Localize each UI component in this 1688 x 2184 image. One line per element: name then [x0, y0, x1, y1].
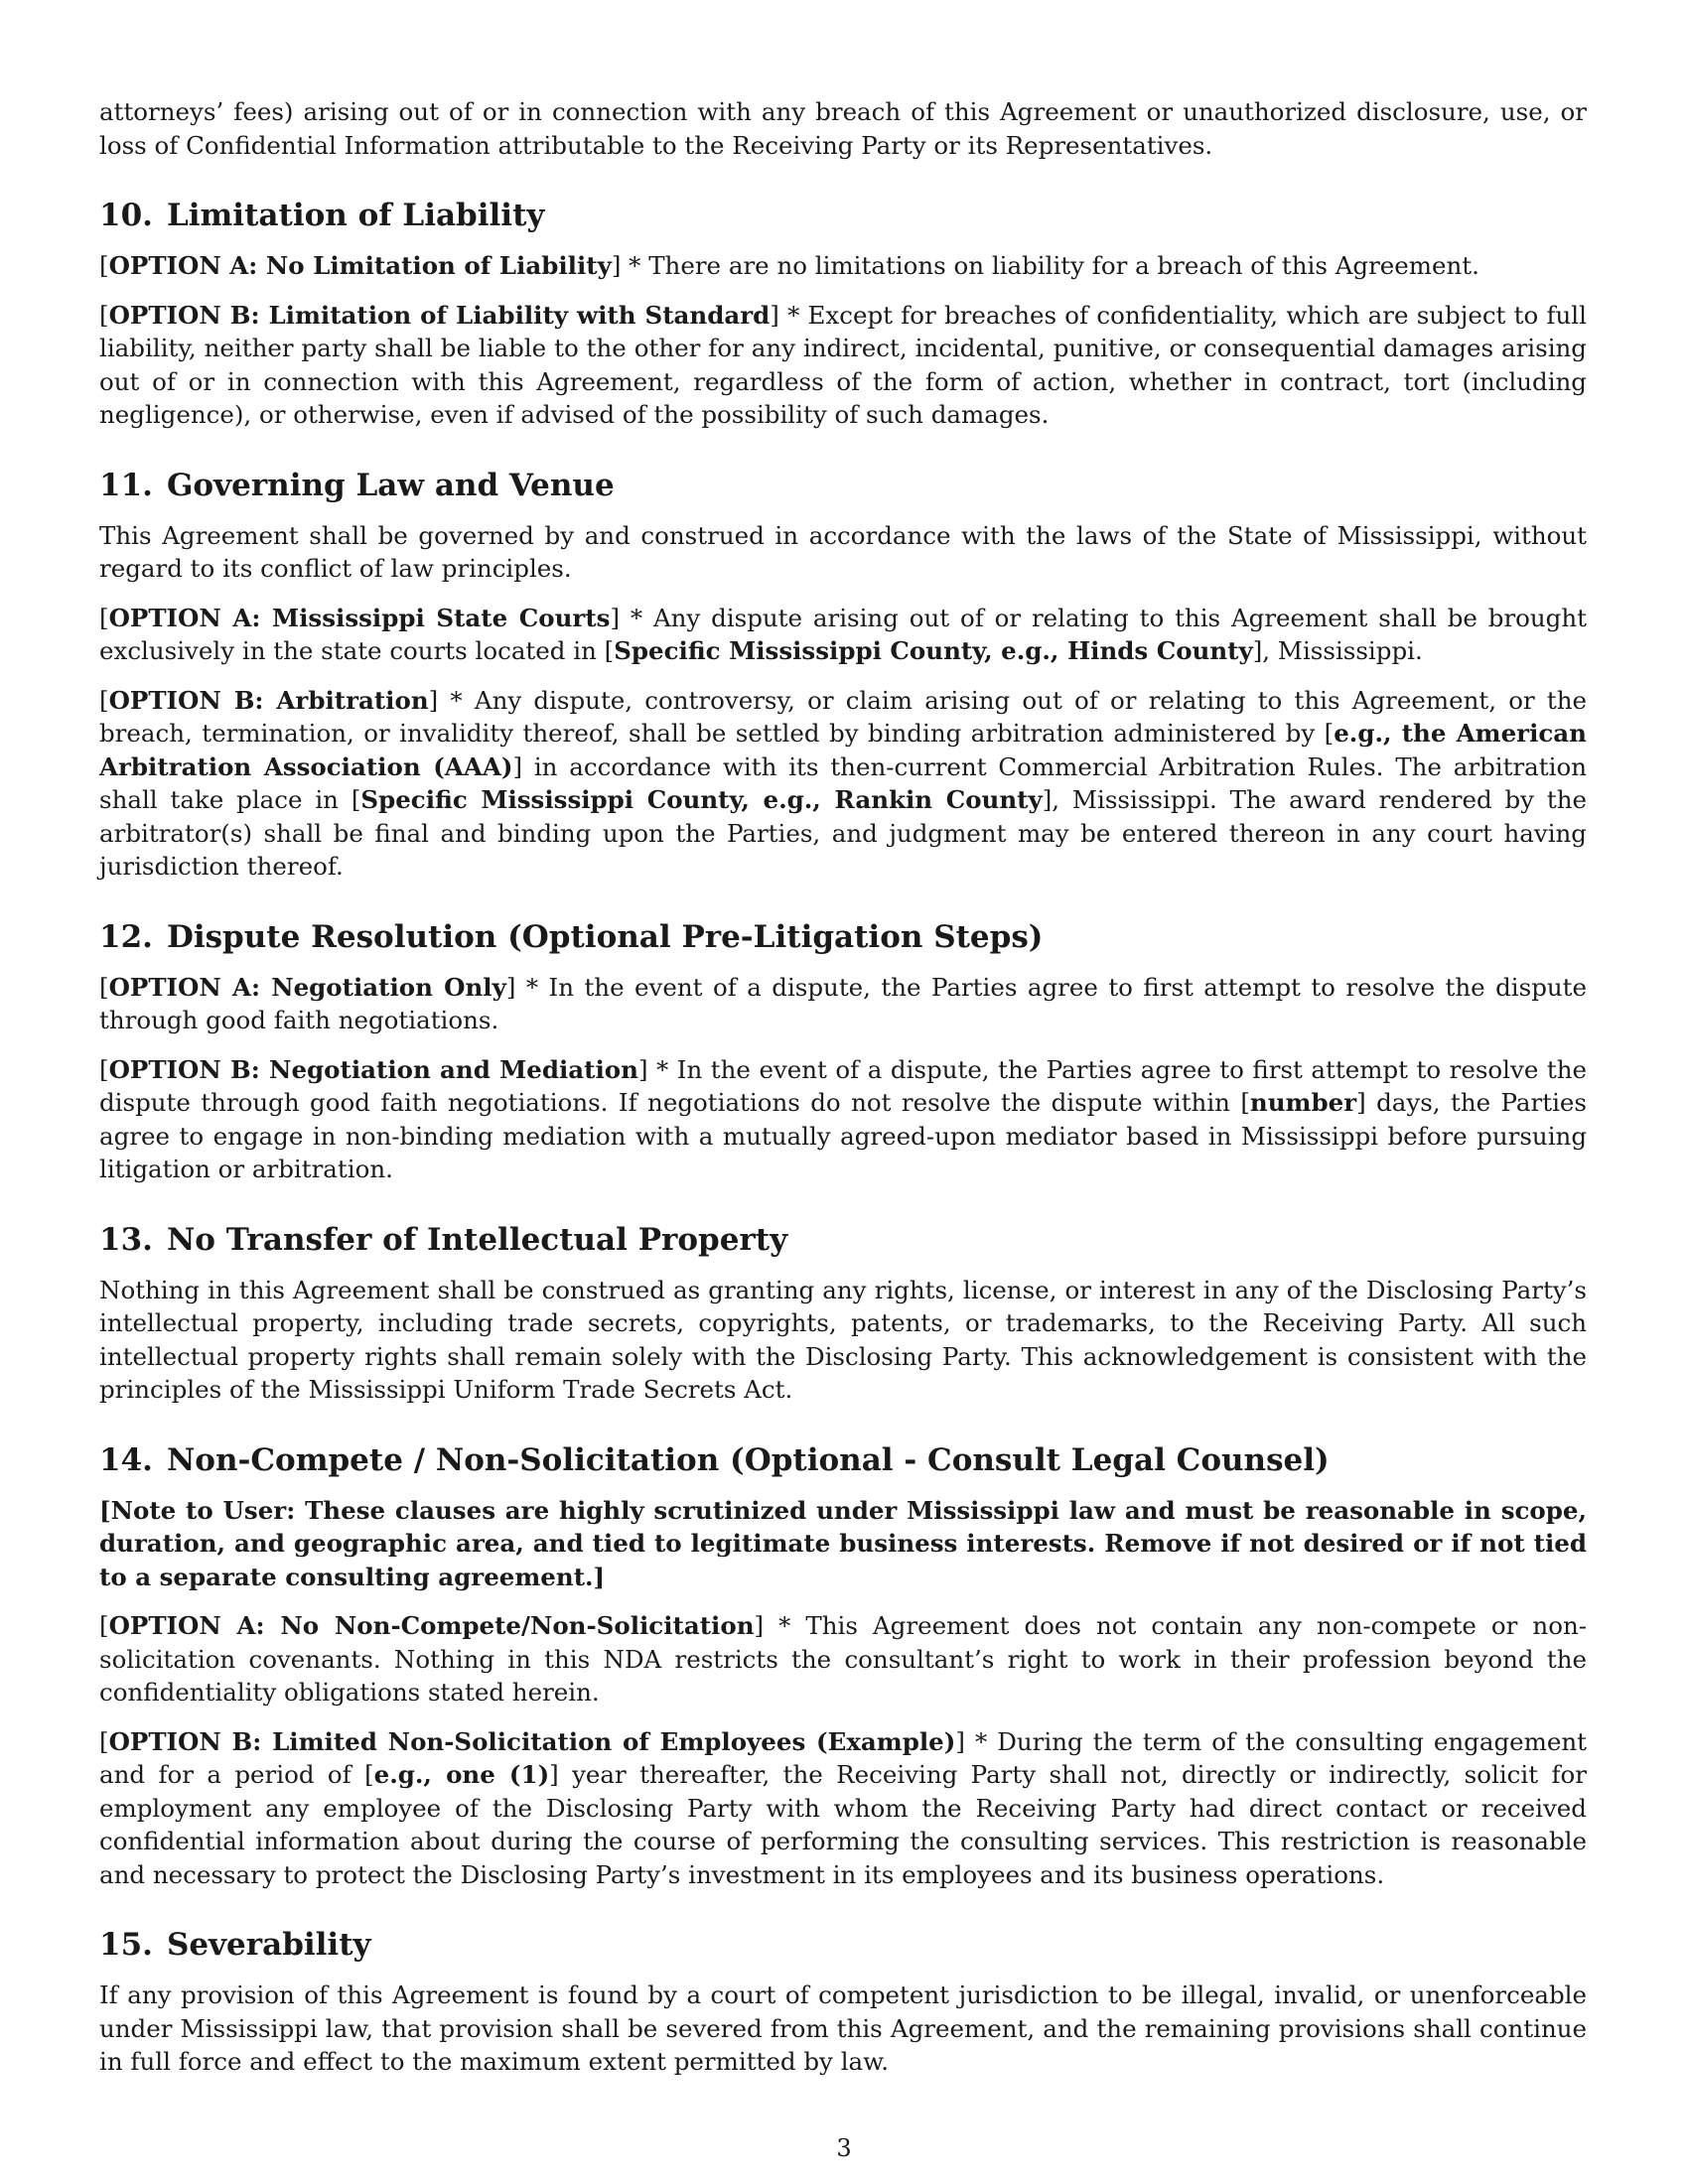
option-label: OPTION A: No Non-Compete/Non-Solicitation: [108, 1611, 755, 1640]
section-14-heading: [99, 1440, 1587, 1480]
section-title: Dispute Resolution (Optional Pre-Litigation Steps): [166, 918, 1044, 955]
option-text: * There are no limitations on liability for a breach of this Agreement.: [621, 251, 1479, 280]
option-label: OPTION B: Arbitration: [108, 685, 429, 715]
s15-paragraph: If any provision of this Agreement is found by a court of competent jurisdiction to be illegal, invalid, or unenforceable under Mississippi law, that provision shall be severed from this Agreement, and the remaining provisions shall continue in full force and effect to the maximum extent permitted by law.: [99, 1980, 1587, 2076]
option-label: OPTION B: Negotiation and Mediation: [108, 1054, 638, 1084]
s14-option-a: [OPTION A: No Non-Compete/Non-Solicitation] * This Agreement does not contain any non-compete or non-solicitation covenants. Nothing in this NDA restricts the consultant’s right to work in their profession beyond the confidentiality obligations stated herein.: [99, 1611, 1588, 1706]
section-number: 12.: [99, 918, 153, 955]
option-text: , Mississippi.: [1262, 636, 1423, 665]
section-title: No Transfer of Intellectual Property: [166, 1221, 788, 1258]
option-text: in accordance with its then-current Commercial Arbitration Rules. The arbitration shall take place in: [99, 751, 1587, 814]
placeholder-text: e.g., one (1): [373, 1760, 550, 1789]
section-number: 11.: [99, 467, 153, 503]
section-number: 14.: [99, 1441, 153, 1478]
placeholder-text: Specific Mississippi County, e.g., Rankin County: [360, 785, 1043, 814]
section-10-heading: [99, 196, 1587, 235]
section-title: Limitation of Liability: [166, 198, 545, 233]
option-text: * Any dispute arising out of or relating to this Agreement shall be brought exclusively in the state courts located in: [99, 603, 1587, 665]
option-text: * Any dispute, controversy, or claim arising out of or relating to this Agreement, or the breach, termination, or invalidity thereof, shall be settled by binding arbitration administered by: [99, 685, 1587, 748]
option-label: OPTION A: Mississippi State Courts: [108, 603, 611, 632]
placeholder-text: e.g., the American Arbitration Association (AAA): [99, 719, 1587, 781]
section-title: Non-Compete / Non-Solicitation (Optional - Consult Legal Counsel): [166, 1441, 1330, 1478]
s11-option-b: [OPTION B: Arbitration] * Any dispute, controversy, or claim arising out of or relating to this Agreement, or the breach, termination, or invalidity thereof, shall be settled by binding arbitration administered by [e.g., the American Arbitration Association (AAA)] in accordance with its then-current Commercial Arbitration Rules. The arbitration shall take place in [Specific Mississippi County, e.g., Rankin County], Mississippi. The award rendered by the arbitrator(s) shall be final and binding upon the Parties, and judgment may be entered thereon in any court having jurisdiction thereof.: [99, 685, 1587, 881]
option-text: days, the Parties agree to engage in non-binding mediation with a mutually agreed-upon mediator based in Mississippi before pursuing litigation or arbitration.: [99, 1088, 1587, 1183]
option-text: , Mississippi. The award rendered by the arbitrator(s) shall be final and binding upon the Parties, and judgment may be entered thereon in any court having jurisdiction thereof.: [99, 785, 1587, 881]
option-text: * During the term of the consulting engagement and for a period of: [99, 1726, 1587, 1789]
section-title: Governing Law and Venue: [166, 467, 615, 503]
s10-option-a: [OPTION A: No Limitation of Liability] * There are no limitations on liability for a breach of this Agreement.: [99, 251, 1479, 280]
option-text: * In the event of a dispute, the Parties agree to first attempt to resolve the dispute through good faith negotiations.: [99, 972, 1587, 1034]
placeholder-text: Specific Mississippi County, e.g., Hinds County: [614, 636, 1253, 665]
s14-note-to-user: [Note to User: These clauses are highly scrutinized under Mississippi law and must be reasonable in scope, duration, and geographic area, and tied to legitimate business interests. Remove if not desired or if not tied to a separate consulting agreement.]: [99, 1495, 1587, 1591]
section-11-heading: [99, 466, 1587, 505]
option-label: OPTION B: Limitation of Liability with Standard: [108, 300, 771, 330]
s13-paragraph: Nothing in this Agreement shall be construed as granting any rights, license, or interest in any of the Disclosing Party’s intellectual property, including trade secrets, copyrights, patents, or trademarks, to the Receiving Party. All such intellectual property rights shall remain solely with the Disclosing Party. This acknowledgement is consistent with the principles of the Mississippi Uniform Trade Secrets Act.: [99, 1275, 1587, 1404]
section-title: Severability: [166, 1927, 371, 1963]
section-number: 15.: [99, 1927, 153, 1963]
option-label: OPTION A: No Limitation of Liability: [108, 251, 612, 280]
page-number: 3: [836, 2134, 852, 2162]
option-label: OPTION A: Negotiation Only: [108, 972, 506, 1002]
intro-paragraph: attorneys’ fees) arising out of or in connection with any breach of this Agreement or unauthorized disclosure, use, or loss of Confidential Information attributable to the Receiving Party or its Representatives.: [99, 97, 1587, 160]
s11-option-a: [OPTION A: Mississippi State Courts] * Any dispute arising out of or relating to this Agreement shall be brought exclusively in the state courts located in [Specific Mississippi County, e.g., Hinds County], Mississippi.: [99, 603, 1587, 665]
placeholder-text: number: [1249, 1088, 1357, 1117]
option-text: * This Agreement does not contain any non-compete or non-solicitation covenants. Nothing in this NDA restricts the consultant’s right to work in their profession beyond the confidentiality obligations stated herein.: [99, 1611, 1588, 1706]
section-number: 13.: [99, 1221, 153, 1258]
s11-paragraph: This Agreement shall be governed by and construed in accordance with the laws of the State of Mississippi, without regard to its conflict of law principles.: [99, 520, 1587, 583]
option-label: OPTION B: Limited Non-Solicitation of Employees (Example): [108, 1726, 956, 1756]
option-text: year thereafter, the Receiving Party shall not, directly or indirectly, solicit for employment any employee of the Disclosing Party with whom the Receiving Party had direct contact or received confidential information about during the course of performing the consulting services. This restriction is reasonable and necessary to protect the Disclosing Party’s investment in its employees and its business operations.: [99, 1760, 1587, 1889]
s12-option-b: [OPTION B: Negotiation and Mediation] * In the event of a dispute, the Parties agree to first attempt to resolve the dispute through good faith negotiations. If negotiations do not resolve the dispute within [number] days, the Parties agree to engage in non-binding mediation with a mutually agreed-upon mediator based in Mississippi before pursuing litigation or arbitration.: [99, 1054, 1587, 1183]
s12-option-a: [OPTION A: Negotiation Only] * In the event of a dispute, the Parties agree to first attempt to resolve the dispute through good faith negotiations.: [99, 972, 1587, 1034]
s10-option-b: [OPTION B: Limitation of Liability with Standard] * Except for breaches of confidentiality, which are subject to full liability, neither party shall be liable to the other for any indirect, incidental, punitive, or consequential damages arising out of or in connection with this Agreement, regardless of the form of action, whether in contract, tort (including negligence), or otherwise, even if advised of the possibility of such damages.: [99, 300, 1587, 429]
option-text: * In the event of a dispute, the Parties agree to first attempt to resolve the dispute through good faith negotiations. If negotiations do not resolve the dispute within: [99, 1054, 1587, 1117]
section-12-heading: [99, 917, 1587, 957]
option-text: * Except for breaches of confidentiality, which are subject to full liability, neither party shall be liable to the other for any indirect, incidental, punitive, or consequential damages arising out of or in connection with this Agreement, regardless of the form of action, whether in contract, tort (including negligence), or otherwise, even if advised of the possibility of such damages.: [99, 300, 1587, 429]
section-13-heading: [99, 1220, 1587, 1260]
section-number: 10.: [99, 198, 153, 233]
document-page: [99, 95, 1587, 2095]
section-15-heading: [99, 1925, 1587, 1965]
s14-option-b: [OPTION B: Limited Non-Solicitation of Employees (Example)] * During the term of the consulting engagement and for a period of [e.g., one (1)] year thereafter, the Receiving Party shall not, directly or indirectly, solicit for employment any employee of the Disclosing Party with whom the Receiving Party had direct contact or received confidential information about during the course of performing the consulting services. This restriction is reasonable and necessary to protect the Disclosing Party’s investment in its employees and its business operations.: [99, 1726, 1587, 1889]
